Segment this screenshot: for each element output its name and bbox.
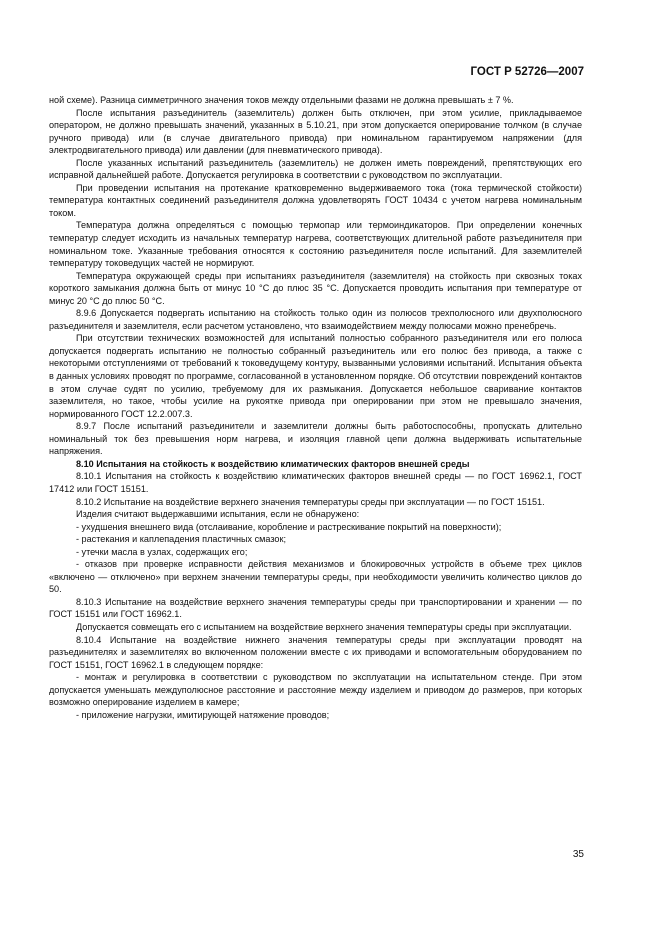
paragraph: При проведении испытания на протекание кратковременно выдерживаемого тока (тока термической стойкости) температура контактных соединений разъединителя должна удовлетворять ГОСТ 10434 с учетом нагрева номинальным током.	[49, 182, 582, 218]
paragraph: ной схеме). Разница симметричного значения токов между отдельными фазами не должна превышать ± 7 %.	[49, 95, 514, 105]
paragraph: 8.9.7 После испытаний разъединители и заземлители должны быть работоспособны, пропускать длительно номинальный ток без превышения норм нагрева, и изоляция главной цепи должна выдерживать испытательные напряжения.	[49, 421, 582, 457]
document-body	[49, 94, 582, 721]
paragraph: 8.10.4 Испытание на воздействие нижнего значения температуры среды при эксплуатации проводят на разъединителях и заземлителях во включенном положении вместе с их приводами и вспомогательным оборудованием по ГОСТ 15151, ГОСТ 16962.1 в следующем порядке:	[49, 634, 582, 670]
paragraph: 8.10.3 Испытание на воздействие верхнего значения температуры среды при транспортировании и хранении — по ГОСТ 15151 или ГОСТ 16962.1.	[49, 596, 582, 620]
page-number: 35	[572, 849, 584, 860]
paragraph: - приложение нагрузки, имитирующей натяжение проводов;	[76, 709, 330, 720]
paragraph: 8.10.2 Испытание на воздействие верхнего значения температуры среды при эксплуатации — по ГОСТ 15151.	[76, 496, 545, 507]
paragraph: 8.9.6 Допускается подвергать испытанию на стойкость только один из полюсов трехполюсного или двухполюсного разъединителя и заземлителя, если расчетом установлено, что взаимодействием между полюсами можно пренебречь.	[49, 308, 582, 331]
paragraph: Температура окружающей среды при испытаниях разъединителя (заземлителя) на стойкость при сквозных токах короткого замыкания должна быть от минус 10 °С до плюс 35 °С. Допускается проводить испытания при температуре от минус 20 °С до плюс 50 °С.	[49, 270, 582, 306]
paragraph: Температура должна определяться с помощью термопар или термоиндикаторов. При определении конечных температур следует исходить из начальных температур нагрева, соответствующих длительной работе разъединителя при номинальном токе. Указанные требования относятся к состоянию разъединителя после испытаний. Для заземлителей температуру токоведущих частей не нормируют.	[49, 220, 582, 269]
paragraph: Изделия считают выдержавшими испытания, если не обнаружено:	[76, 509, 360, 520]
paragraph: 8.10.1 Испытания на стойкость к воздействию климатических факторов внешней среды — по ГОСТ 16962.1, ГОСТ 17412 или ГОСТ 15151.	[49, 471, 582, 494]
paragraph: После указанных испытаний разъединитель (заземлитель) не должен иметь повреждений, препятствующих его исправной дальнейшей работе. Допускается регулировка в соответствии с руководством по эксплуатации.	[49, 157, 582, 181]
document-header: ГОСТ Р 52726—2007	[470, 66, 584, 78]
paragraph: - отказов при проверке исправности действия механизмов и блокировочных устройств в объеме трех циклов «включено — отключено» при верхнем значении температуры среды, при необходимости увеличить количество циклов до 50.	[49, 559, 582, 595]
paragraph: Допускается совмещать его с испытанием на воздействие верхнего значения температуры среды при эксплуатации.	[76, 621, 572, 632]
paragraph: - ухудшения внешнего вида (отслаивание, коробление и растрескивание покрытий на поверхности);	[76, 521, 502, 532]
paragraph: При отсутствии технических возможностей для испытаний полностью собранного разъединителя или его полюса допускается подвергать испытанию не полностью собранный разъединитель или его полюс без привода, а также с некоторыми отступлениями от требований к токоведущему контуру, вызванными условиями испытаний. Испытания объекта в данных условиях проводят по программе, согласованной в установленном порядке. Об отсутствии повреждений контактов в этом случае судят по усилию, требуемому для их размыкания. Допускается небольшое сваривание контактов заземлителя, но такое, чтобы усилие на рукоятке привода при оперировании при этом не превышало значения, нормированного ГОСТ 12.2.007.3.	[49, 333, 582, 419]
paragraph: - монтаж и регулировка в соответствии с руководством по эксплуатации на испытательном стенде. При этом допускается уменьшать междуполюсное расстояние и расстояние между изделием и приводом до размеров, при которых возможно оперирование изделием в камере;	[49, 672, 582, 708]
paragraph: - растекания и каплепадения пластичных смазок;	[76, 534, 286, 545]
paragraph: - утечки масла в узлах, содержащих его;	[76, 546, 248, 557]
section-heading: 8.10 Испытания на стойкость к воздействию климатических факторов внешней среды	[76, 458, 470, 469]
paragraph: После испытания разъединитель (заземлитель) должен быть отключен, при этом усилие, прикладываемое оператором, не должно превышать значений, указанных в 5.10.21, при этом допускается оперирование толчком (в случае ручного привода) или (в случае двигательного привода) при номинальном гарантируемом напряжении (для электродвигательного привода) или давлении (для пневматического привода).	[49, 107, 582, 156]
